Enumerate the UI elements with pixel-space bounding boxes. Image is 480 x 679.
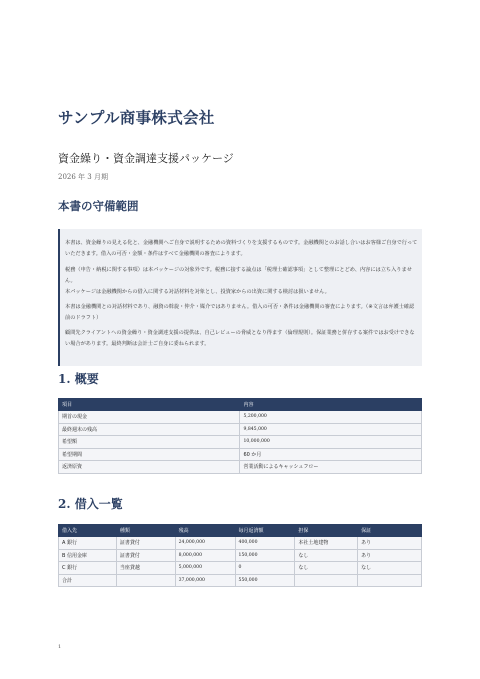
table-cell: あり <box>358 549 422 562</box>
table-cell: A 銀行 <box>59 537 117 550</box>
table-header-row <box>59 399 422 411</box>
table-row <box>59 436 422 449</box>
table-cell: なし <box>295 549 358 562</box>
table-cell: 証書貸付 <box>116 537 175 550</box>
table-cell: 5,000,000 <box>175 562 235 575</box>
table-header-row <box>59 525 422 537</box>
table-cell: 期首の現金 <box>59 411 240 424</box>
table-cell: 150,000 <box>235 549 295 562</box>
table-row <box>59 537 422 550</box>
column-header: 担保 <box>295 525 358 537</box>
scope-paragraph: 税務（申告・納税に関する事項）は本パッケージの対象外です。税務に接する論点は「税理士確認事項」として整理にとどめ、内容には立ち入りません。 <box>65 267 412 284</box>
table-cell: 0 <box>235 562 295 575</box>
table-row <box>59 461 422 474</box>
table-cell: 希望額 <box>59 436 240 449</box>
column-header: 保証 <box>358 525 422 537</box>
overview-table <box>58 398 422 474</box>
table-cell: なし <box>358 562 422 575</box>
table-cell: B 信用金庫 <box>59 549 117 562</box>
table-cell: 証書貸付 <box>116 549 175 562</box>
document-date: 2026 年 3 月期 <box>58 173 108 181</box>
scope-heading: 本書の守備範囲 <box>58 199 139 213</box>
table-cell: 希望期間 <box>59 448 240 461</box>
table-cell: 37,000,000 <box>175 574 235 587</box>
table-cell: 5,200,000 <box>240 411 422 424</box>
table-cell <box>358 574 422 587</box>
table-cell: 60 か月 <box>240 448 422 461</box>
column-header: 種類 <box>116 525 175 537</box>
table-cell <box>116 574 175 587</box>
column-header: 内容 <box>240 399 422 411</box>
table-cell: 550,000 <box>235 574 295 587</box>
page-number: 1 <box>58 644 62 650</box>
table-cell: 10,000,000 <box>240 436 422 449</box>
table-row <box>59 549 422 562</box>
table-cell: 8,000,000 <box>175 549 235 562</box>
table-cell: なし <box>295 562 358 575</box>
table-cell: 営業活動によるキャッシュフロー <box>240 461 422 474</box>
column-header: 毎月返済額 <box>235 525 295 537</box>
table-cell: あり <box>358 537 422 550</box>
table-cell: 本社土地建物 <box>295 537 358 550</box>
company-name: サンプル商事株式会社 <box>58 109 215 127</box>
table-cell: 当座貸越 <box>116 562 175 575</box>
scope-paragraph: 本パッケージは金融機関からの借入に関する対話材料を対象とし、投資家からの出資に関する検討は扱いません。 <box>65 289 330 295</box>
table-cell: 9,845,000 <box>240 423 422 436</box>
table-cell: 最終週末の残高 <box>59 423 240 436</box>
table-row <box>59 562 422 575</box>
table-cell: 24,000,000 <box>175 537 235 550</box>
column-header: 残高 <box>175 525 235 537</box>
document-subtitle: 資金繰り・資金調達支援パッケージ <box>58 152 234 165</box>
table-row <box>59 423 422 436</box>
table-cell: 400,000 <box>235 537 295 550</box>
table-total-row <box>59 574 422 587</box>
scope-paragraph: 本書は金融機関との対話材料であり、融資の斡旋・仲介・媒介ではありません。借入の可否・条件は金融機関の審査によります。（※文言は弁護士確認前のドラフト） <box>65 304 415 321</box>
scope-paragraph: 本書は、資金繰りの見える化と、金融機関へご自身で説明するための資料づくりを支援するものです。金融機関とのお話し合いはお客様ご自身で行っていただきます。借入の可否・金額・条件はすべて金融機関の審査によります。 <box>65 240 418 257</box>
column-header: 借入先 <box>59 525 117 537</box>
loans-heading: 2. 借入一覧 <box>58 497 123 511</box>
table-cell: 合計 <box>59 574 117 587</box>
column-header: 項目 <box>59 399 240 411</box>
table-cell: C 銀行 <box>59 562 117 575</box>
table-row <box>59 448 422 461</box>
loans-table <box>58 524 422 587</box>
table-row <box>59 411 422 424</box>
overview-heading: 1. 概要 <box>58 372 99 386</box>
table-cell <box>295 574 358 587</box>
scope-box <box>58 229 422 366</box>
scope-paragraph: 顧問先クライアントへの資金繰り・資金調達支援の提供は、自己レビューの脅威となり得ます（倫理規則）。保証業務と併存する案件ではお受けできない場合があります。最終判断は会計士ご自身に委ねられます。 <box>65 330 415 347</box>
table-cell: 返済原資 <box>59 461 240 474</box>
